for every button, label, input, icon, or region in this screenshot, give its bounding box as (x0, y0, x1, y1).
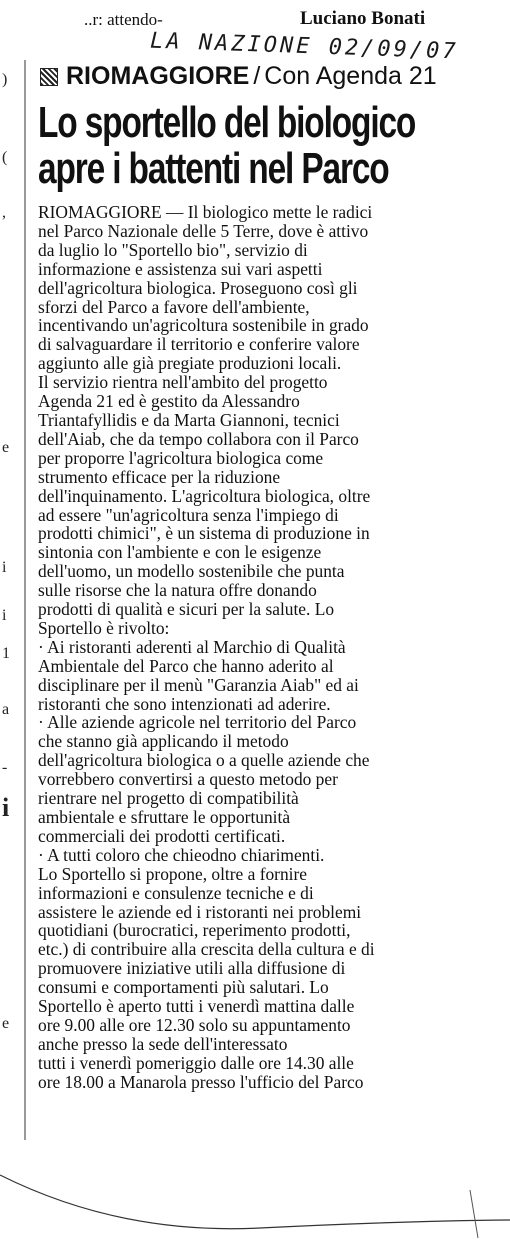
body-line: sforzi del Parco a favore dell'ambiente, (38, 296, 310, 317)
body-line: ore 18.00 a Manarola presso l'ufficio del Parco (38, 1071, 364, 1092)
scan-edge-curve (0, 1150, 510, 1240)
body-line: · Alle aziende agricole nel territorio del Parco (38, 712, 357, 733)
section-header (40, 62, 437, 91)
body-line: aggiunto alle già pregiate produzioni locali. (38, 353, 342, 374)
body-line: Il servizio rientra nell'ambito del progetto (38, 372, 328, 393)
adjacent-column-fragments (0, 0, 24, 1240)
body-line: vorrebbero convertirsi a questo metodo per (38, 769, 338, 790)
edge-fragment: ) (2, 71, 8, 88)
body-line: sulle risorse che la natura offre donando (38, 580, 317, 601)
body-line: Agenda 21 ed è gestito da Alessandro (38, 391, 300, 412)
body-line: tutti i venerdì pomeriggio dalle ore 14.30 alle (38, 1052, 354, 1073)
headline-line: apre i battenti nel Parco (38, 144, 389, 193)
edge-fragment: e (2, 439, 10, 456)
body-line: Ambientale del Parco che hanno aderito al (38, 655, 334, 676)
body-line: Sportello è rivolto: (38, 617, 170, 638)
edge-fragment: 1 (2, 645, 10, 662)
body-line: consumi e comportamenti più salutari. Lo (38, 977, 329, 998)
edge-fragment: i (2, 559, 7, 576)
body-line: RIOMAGGIORE — Il biologico mette le radici (38, 202, 373, 222)
body-line: dell'uomo, un modello sostenibile che punta (38, 561, 345, 582)
edge-fragment: ( (2, 149, 8, 166)
section-marker-icon (40, 68, 58, 86)
section-separator: / (253, 62, 261, 90)
body-line: di salvaguardare il territorio e conferire valore (38, 334, 360, 355)
body-line: dell'agricoltura biologica o a quelle aziende che (38, 750, 370, 771)
edge-fragment: e (2, 1015, 10, 1032)
body-line: prodotti chimici", è un sistema di produzione in (38, 523, 370, 544)
body-line: commerciali dei prodotti certificati. (38, 825, 286, 846)
body-line: prodotti di qualità e sicuri per la salute. Lo (38, 599, 335, 620)
body-line: per proporre l'agricoltura biologica come (38, 447, 324, 468)
body-line: dell'Aiab, che da tempo collabora con il Parco (38, 428, 359, 449)
author-byline: Luciano Bonati (300, 8, 426, 29)
body-line: etc.) di contribuire alla crescita della cultura e di (38, 939, 375, 960)
body-line: incentivando un'agricoltura sostenibile in grado (38, 315, 369, 336)
body-line: informazioni e consulenze tecniche e di (38, 882, 314, 903)
body-line: ad essere "un'agricoltura senza l'impiego di (38, 504, 339, 525)
body-line: ore 9.00 alle ore 12.30 solo su appuntamento (38, 1014, 351, 1035)
body-line: da luglio lo "Sportello bio", servizio di (38, 239, 308, 260)
body-line: rientrare nel progetto di compatibilità (38, 788, 299, 809)
handwritten-source-note: LA NAZIONE 02/09/07 (149, 28, 460, 65)
body-line: anche presso la sede dell'interessato (38, 1033, 288, 1054)
body-line: quotidiani (burocratici, reperimento prodotti, (38, 920, 351, 941)
body-line: che stanno già applicando il metodo (38, 731, 289, 752)
body-line: Sportello è aperto tutti i venerdì mattina dalle (38, 996, 355, 1017)
body-line: ristoranti che sono intenzionati ad aderire. (38, 693, 331, 714)
body-line: Triantafyllidis e da Marta Giannoni, tecnici (38, 409, 340, 430)
body-line: dell'agricoltura biologica. Proseguono così gli (38, 277, 358, 298)
body-line: Lo Sportello si propone, oltre a fornire (38, 863, 308, 884)
column-divider (24, 60, 26, 1140)
body-line: assistere le aziende ed i ristoranti nei problemi (38, 901, 362, 922)
previous-article-fragment: ..r: attendo- (84, 10, 163, 29)
body-line: informazione e assistenza sui vari aspetti (38, 258, 323, 279)
edge-fragment: i (2, 793, 10, 822)
body-line: strumento efficace per la riduzione (38, 466, 281, 487)
edge-fragment: - (2, 759, 8, 776)
edge-fragment: a (2, 701, 10, 718)
body-line: nel Parco Nazionale delle 5 Terre, dove è attivo (38, 220, 369, 241)
section-topic: Con Agenda 21 (264, 62, 437, 90)
body-line: sintonia con l'ambiente e con le esigenze (38, 542, 322, 563)
edge-fragment: , (2, 204, 6, 221)
article-body (38, 203, 488, 1092)
section-name: RIOMAGGIORE (66, 62, 250, 90)
headline-line: Lo sportello del biologico (38, 98, 416, 147)
article-headline (38, 98, 416, 193)
body-line: dell'inquinamento. L'agricoltura biologica, oltre (38, 485, 371, 506)
body-line: ambientale e sfruttare le opportunità (38, 807, 291, 827)
body-line: disciplinare per il menù "Garanzia Aiab" ed ai (38, 674, 359, 695)
body-line: · A tutti coloro che chieodno chiarimenti. (38, 844, 325, 865)
body-line: · Ai ristoranti aderenti al Marchio di Qualità (38, 636, 346, 657)
edge-fragment: i (2, 607, 7, 624)
body-line: promuovere iniziative utili alla diffusione di (38, 958, 346, 979)
